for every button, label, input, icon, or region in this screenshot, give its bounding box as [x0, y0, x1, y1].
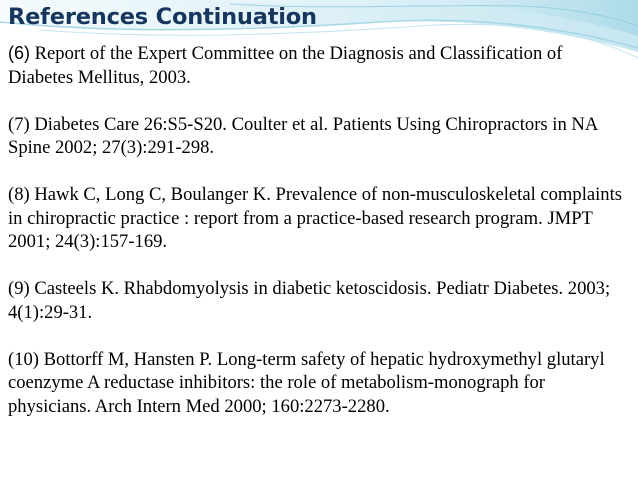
reference-text: Report of the Expert Committee on the Diagnosis and Classification of Diabetes Mellitus, 2003.	[8, 43, 563, 88]
reference-item	[8, 42, 630, 89]
reference-list	[8, 42, 630, 442]
reference-item	[8, 277, 630, 324]
reference-number: (7)	[8, 113, 30, 135]
reference-item	[8, 348, 630, 419]
reference-number: (8)	[8, 184, 30, 205]
reference-number: (10)	[8, 348, 39, 370]
reference-item	[8, 183, 630, 254]
reference-text: Casteels K. Rhabdomyolysis in diabetic ketoscidosis. Pediatr Diabetes. 2003; 4(1):29-31.	[8, 278, 611, 323]
reference-text: Hawk C, Long C, Boulanger K. Prevalence of non-musculoskeletal complaints in chiropractic practice : report from a practice-based research program. JMPT 2001; 24(3):157-169.	[8, 184, 622, 252]
reference-number: (9)	[8, 278, 30, 299]
reference-text: Bottorff M, Hansten P. Long-term safety of hepatic hydroxymethyl glutaryl coenzyme A reductase inhibitors: the role of metabolism-monograph for physicians. Arch Intern Med 2000; 160:2273-2280.	[8, 348, 605, 417]
reference-text: Diabetes Care 26:S5-S20. Coulter et al. Patients Using Chiropractors in NA Spine 2002; 27(3):291-298.	[8, 113, 598, 158]
reference-item	[8, 113, 630, 160]
slide-title: References Continuation	[8, 4, 317, 30]
reference-number: (6)	[8, 43, 30, 63]
